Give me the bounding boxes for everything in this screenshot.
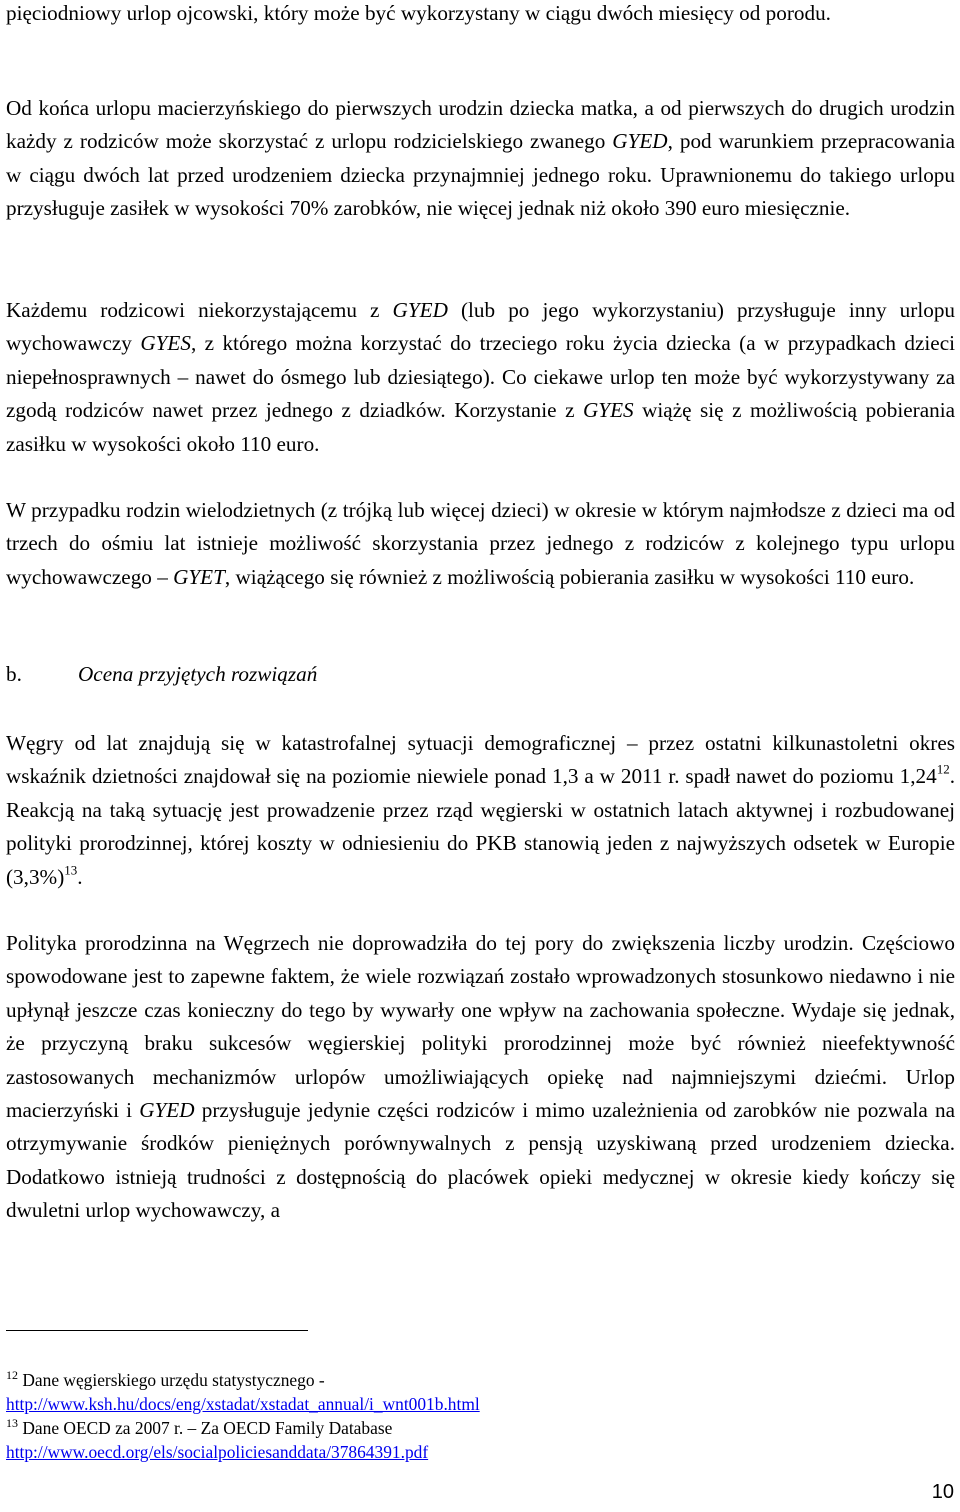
text-segment: Polityka prorodzinna na Węgrzech nie doprowadziła do tej pory do zwiększenia liczby urodzin. Częściowo spowodowane jest to zapewne faktem, że wiele rozwiązań zostało wprowadzonych stosunkowo niedawno i nie upłynął jeszcze czas konieczny do tego by wywarły one wpływ na zachowania społeczne. Wydaje się jednak, że przyczyną braku sukcesów węgierskiej polityki prorodzinnej może być również nieefektywność zastosowanych mechanizmów urlopów umożliwiających opiekę nad najmniejszymi dziećmi. Urlop macierzyński i xyxy=(6,931,955,1123)
footnote-reference: 12 xyxy=(936,761,950,777)
italic-term: GYED xyxy=(139,1098,195,1123)
text-segment: , wiążącego się również z możliwością pobierania zasiłku w wysokości 110 euro. xyxy=(224,564,915,589)
italic-term: GYED xyxy=(612,129,668,154)
footnote-12-link-row xyxy=(6,1392,946,1416)
text-segment: . Reakcją na taką sytuację jest prowadzenie przez rząd węgierski w ostatnich latach aktywnej i rozbudowanej polityki prorodzinnej, której koszty w odniesieniu do PKB stanowią jeden z najwyższych odsetek w Europie (3,3%) xyxy=(6,764,955,889)
section-heading xyxy=(6,658,317,691)
footnote-12 xyxy=(6,1368,946,1392)
footnote-text: Dane węgierskiego urzędu statystycznego - xyxy=(22,1370,325,1390)
paragraph-demography xyxy=(6,727,955,894)
page-number: 10 xyxy=(931,1481,954,1503)
section-title: Ocena przyjętych rozwiązań xyxy=(78,662,318,686)
footnote-link[interactable]: http://www.ksh.hu/docs/eng/xstadat/xstadat_annual/i_wnt001b.html xyxy=(6,1394,480,1414)
italic-term: GYES xyxy=(582,398,634,423)
text-segment: (lub po jego wykorzystaniu) przysługuje inny urlopu wychowawczy xyxy=(6,298,956,356)
text-segment: przysługuje jedynie części rodziców i mimo uzależnienia od zarobków nie pozwala na otrzymywanie środków pieniężnych porównywalnych z pensją uzyskiwaną przed urodzeniem dziecka. Dodatkowo istnieją trudności z dostępnością do placówek opieki medycznej w okresie kiedy kończy się dwuletni urlop wychowawczy, a xyxy=(6,1098,955,1223)
text-segment: Węgry od lat znajdują się w katastrofalnej sytuacji demograficznej – przez ostatni kilkunastoletni okres wskaźnik dzietności znajdował się na poziomie niewiele ponad 1,3 a w 2011 r. spadł nawet do poziomu 1,24 xyxy=(6,731,955,789)
text-segment: , pod warunkiem przepracowania w ciągu dwóch lat przed urodzeniem dziecka przynajmniej jednego roku. Uprawnionemu do takiego urlopu przysługuje zasiłek w wysokości 70% zarobków, nie więcej jednak niż około 390 euro miesięcznie. xyxy=(6,129,955,221)
footnote-13 xyxy=(6,1416,946,1440)
footnote-number: 13 xyxy=(6,1415,18,1430)
footnotes xyxy=(6,1368,946,1464)
footnote-separator xyxy=(6,1330,308,1331)
footnote-number: 12 xyxy=(6,1367,18,1382)
paragraph-gyet xyxy=(6,494,955,594)
paragraph-paternity-leave xyxy=(6,0,955,30)
paragraph-gyed xyxy=(6,92,955,226)
italic-term: GYET xyxy=(173,564,225,589)
paragraph-gyes xyxy=(6,294,955,461)
text-segment: wiążę się z możliwością pobierania zasiłku w wysokości około 110 euro. xyxy=(6,398,955,456)
footnote-text: Dane OECD za 2007 r. – Za OECD Family Database xyxy=(22,1418,393,1438)
italic-term: GYES xyxy=(140,331,191,356)
text-segment: W przypadku rodzin wielodzietnych (z trójką lub więcej dzieci) w okresie w którym najmłodsze z dzieci ma od trzech do ośmiu lat istnieje możliwość skorzystania przez jednego z rodziców z kolejnego typu urlopu wychowawczego – xyxy=(6,498,955,589)
text-segment: , z którego można korzystać do trzeciego roku życia dziecka (a w przypadkach dzieci niepełnosprawnych – nawet do ósmego lub dziesiątego). Co ciekawe urlop ten może być wykorzystywany za zgodą rodziców nawet przez jednego z dziadków. Korzystanie z xyxy=(6,331,955,423)
text-segment: Od końca urlopu macierzyńskiego do pierwszych urodzin dziecka matka, a od pierwszych do drugich urodzin każdy z rodziców może skorzystać z urlopu rodzicielskiego zwanego xyxy=(6,96,955,154)
text-segment: . xyxy=(77,864,83,889)
footnote-link[interactable]: http://www.oecd.org/els/socialpoliciesanddata/37864391.pdf xyxy=(6,1442,429,1462)
text-segment: Każdemu rodzicowi niekorzystającemu z xyxy=(6,298,393,322)
italic-term: GYED xyxy=(392,298,448,322)
footnote-13-link-row xyxy=(6,1440,946,1464)
section-letter: b. xyxy=(6,662,22,686)
footnote-reference: 13 xyxy=(64,861,78,877)
text-segment: pięciodniowy urlop ojcowski, który może być wykorzystany w ciągu dwóch miesięcy od porodu. xyxy=(6,1,831,25)
paragraph-policy-assessment xyxy=(6,927,955,1228)
